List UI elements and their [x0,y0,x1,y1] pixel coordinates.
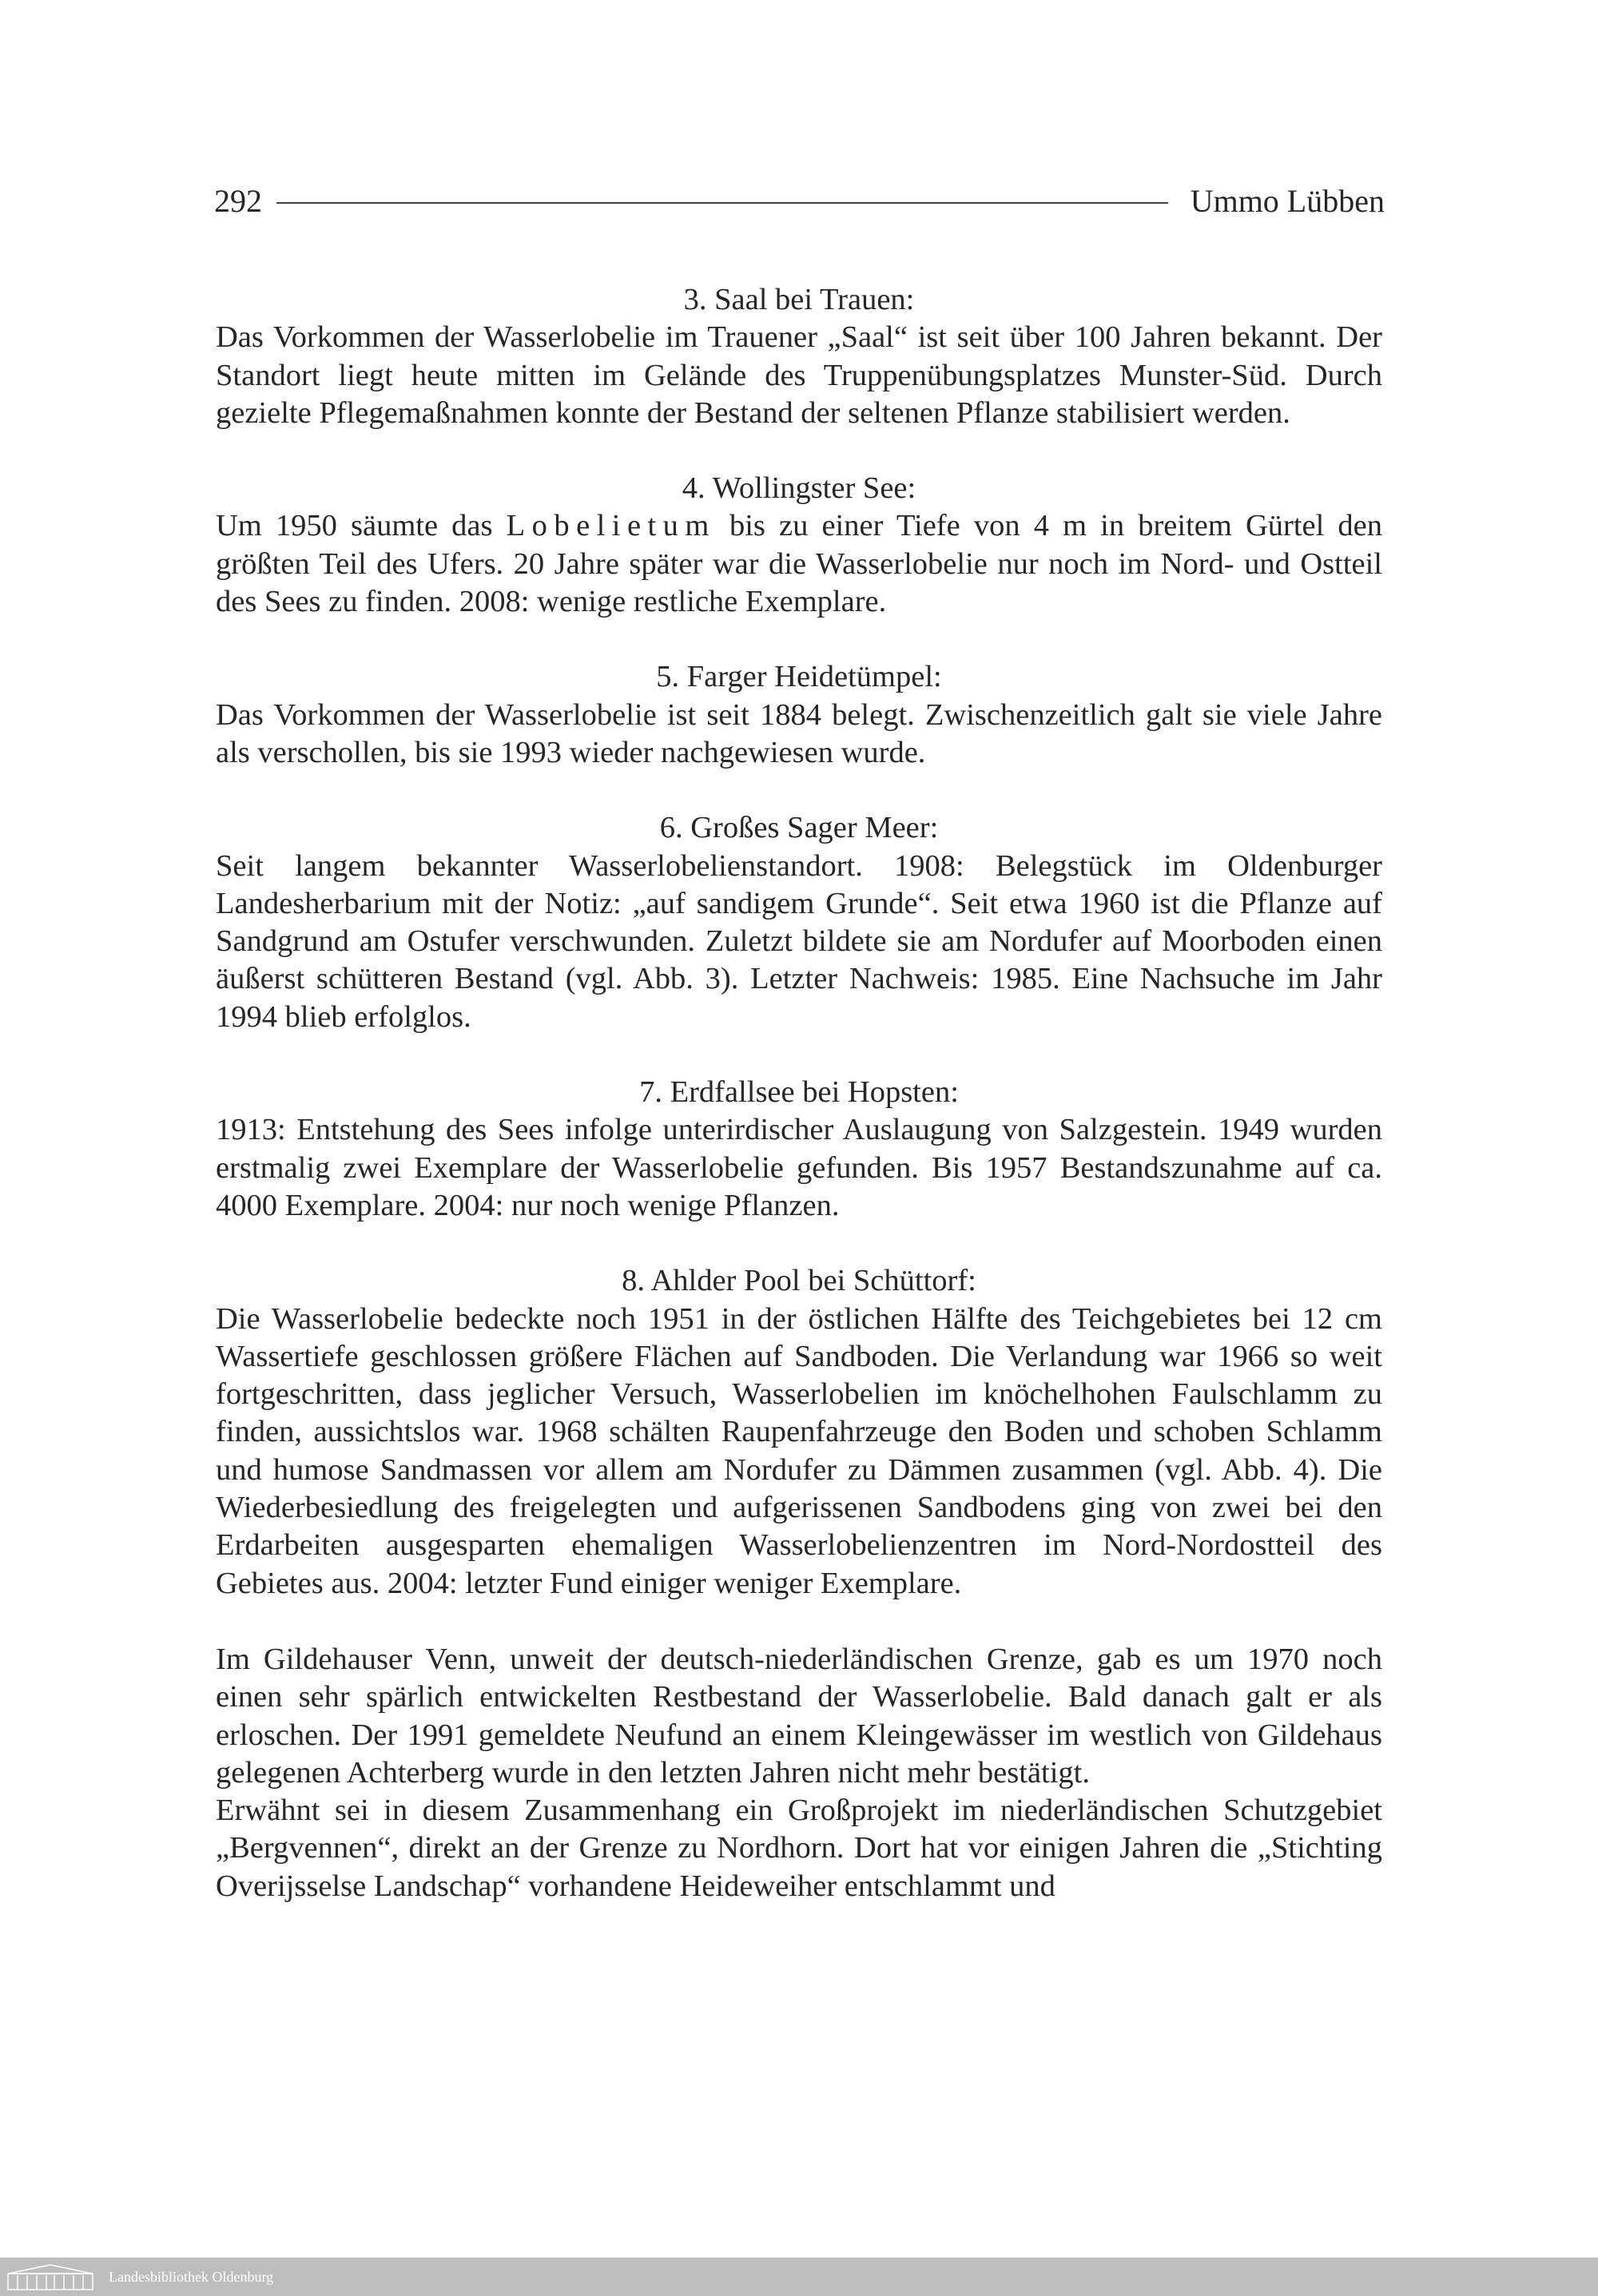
library-name: Landesbibliothek Oldenburg [109,2268,274,2285]
body-text: Um 1950 säumte das [216,509,507,543]
section-erdfallsee-bei-hopsten [216,1074,1382,1225]
page-number: 292 [214,182,262,219]
section-heading: 4. Wollingster See: [682,471,916,506]
section-heading: 8. Ahlder Pool bei Schüttorf: [622,1264,976,1298]
library-building-icon [6,2262,94,2291]
section-wollingster-see [216,470,1382,621]
main-text [216,281,1382,1905]
section-heading: 5. Farger Heidetümpel: [656,660,942,694]
section-body: Das Vorkommen der Wasserlobelie ist seit 1884 belegt. Zwischenzeitlich galt sie viele Jahre als verschollen, bis sie 1993 wieder nachgewiesen wurde. [216,697,1382,769]
running-head-author: Ummo Lübben [1190,182,1385,219]
section-body: Die Wasserlobelie bedeckte noch 1951 in der östlichen Hälfte des Teichgebietes bei 12 cm Wassertiefe geschlossen größere Flächen auf Sandboden. Die Verlandung war 1966 so weit fortgeschritten, dass jeglicher Versuch, Wasserlobelien im knöchelhohen Faulschlamm zu finden, aussichtslos war. 1968 schälten Raupenfahrzeuge den Boden und schoben Schlamm und humose Sandmassen vor allem am Nordufer zu Dämmen zusammen (vgl. Abb. 4). Die Wiederbesiedlung des freigelegten und aufgerissenen Sandbodens ging von zwei bei den Erdarbeiten ausgesparten ehemaligen Wasserlobelienzentren im Nord-Nordostteil des Gebietes aus. 2004: letzter Fund einiger weniger Exemplare. [216,1301,1382,1600]
section-saal-bei-trauen [216,281,1382,432]
paragraph-bergvennen: Erwähnt sei in diesem Zusammenhang ein Großprojekt im niederländischen Schutzgebiet „Bergvennen“, direkt an der Grenze zu Nordhorn. Dort hat vor einigen Jahren die „Stichting Overijsselse Landschap“ vorhandene Heideweiher entschlammt und [216,1794,1382,1903]
spaced-term: Lobelietum [506,509,716,543]
paragraph-gildehauser-venn: Im Gildehauser Venn, unweit der deutsch-niederländischen Grenze, gab es um 1970 noch einen sehr spärlich entwickelten Restbestand der Wasserlobelie. Bald danach galt er als erloschen. Der 1991 gemeldete Neufund an einem Kleingewässer im westlich von Gildehaus gelegenen Achterberg wurde in den letzten Jahren nicht mehr bestätigt. [216,1642,1382,1790]
section-body: Seit langem bekannter Wasserlobelienstandort. 1908: Belegstück im Oldenburger Landesherbarium mit der Notiz: „auf sandigem Grunde“. Seit etwa 1960 ist die Pflanze auf Sandgrund am Ostufer verschwunden. Zuletzt bildete sie am Nordufer auf Moorboden einen äußerst schütteren Bestand (vgl. Abb. 3). Letzter Nachweis: 1985. Eine Nachsuche im Jahr 1994 blieb erfolglos. [216,848,1382,1034]
section-farger-heidetuempel [216,658,1382,772]
section-body: Das Vorkommen der Wasserlobelie im Trauener „Saal“ ist seit über 100 Jahren bekannt. Der Standort liegt heute mitten im Gelände des Truppenübungsplatzes Munster-Süd. Durch gezielte Pflegemaßnahmen konnte der Bestand der seltenen Pflanze stabilisiert werden. [216,320,1382,430]
section-heading: 3. Saal bei Trauen: [683,283,915,316]
footer-bar [0,2258,1598,2296]
section-body [216,507,1382,621]
section-heading: 7. Erdfallsee bei Hopsten: [639,1075,959,1110]
header-rule [276,202,1168,204]
section-body: 1913: Entstehung des Sees infolge unterirdischer Auslaugung von Salzgestein. 1949 wurden erstmalig zwei Exemplare der Wasserlobelie gefunden. Bis 1957 Bestandszunahme auf ca. 4000 Exemplare. 2004: nur noch wenige Pflanzen. [216,1113,1382,1222]
section-grosses-sager-meer [216,809,1382,1036]
section-ahlder-pool [216,1262,1382,1603]
page-header [214,181,1385,220]
section-heading: 6. Großes Sager Meer: [659,811,939,845]
body-text: bis zu einer Tiefe von 4 m in breitem Gürtel den größten Teil des Ufers. 20 Jahre später war die Wasserlobelie nur noch im Nord- und Ostteil des Sees zu finden. 2008: wenige restliche Exemplare. [216,509,1383,619]
